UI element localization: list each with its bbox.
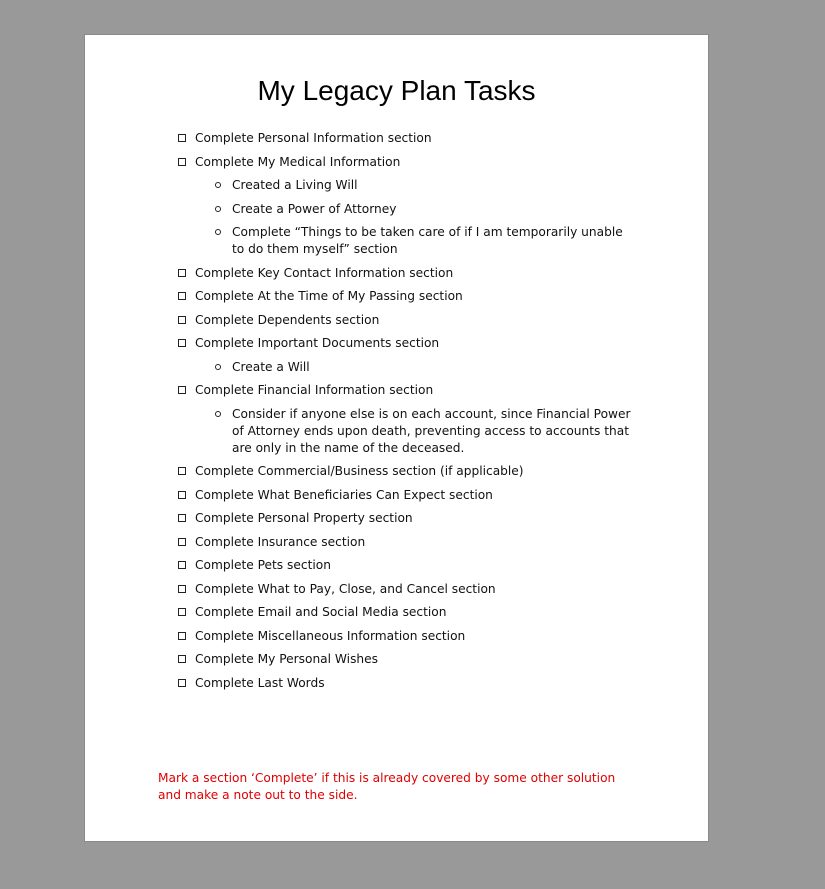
task-label: Complete Email and Social Media section: [195, 605, 447, 619]
task-item: [178, 382, 658, 399]
document-page: [85, 35, 708, 841]
subtask-label: Complete “Things to be taken care of if I am temporarily unable to do them myself” section: [232, 225, 623, 256]
checkbox-icon[interactable]: [178, 514, 186, 522]
subtask-label: Created a Living Will: [232, 178, 358, 192]
task-label: Complete Dependents section: [195, 312, 380, 327]
checkbox-icon[interactable]: [178, 632, 186, 640]
subtask-item: [178, 406, 632, 457]
task-item: [178, 604, 658, 621]
task-list: [178, 130, 658, 698]
checkbox-icon[interactable]: [178, 339, 186, 347]
hollow-bullet-icon: [215, 182, 221, 188]
task-label: Complete Pets section: [195, 558, 331, 572]
checkbox-icon[interactable]: [178, 538, 186, 546]
checkbox-icon[interactable]: [178, 608, 186, 616]
checkbox-icon[interactable]: [178, 491, 186, 499]
checkbox-icon[interactable]: [178, 561, 186, 569]
instruction-note: Mark a section ‘Complete’ if this is already covered by some other solution and make a note out to the side.: [158, 771, 616, 802]
task-label: Complete Key Contact Information section: [195, 265, 454, 280]
subtask-item: [178, 224, 632, 258]
task-item: [178, 288, 658, 305]
page-title: My Legacy Plan Tasks: [257, 75, 536, 106]
task-label: Complete Miscellaneous Information section: [195, 628, 466, 643]
task-label: Complete Personal Property section: [195, 511, 413, 525]
task-label: Complete My Medical Information: [195, 154, 401, 169]
subtask-label: Consider if anyone else is on each account, since Financial Power of Attorney ends upon death, preventing access to accounts that are only in the name of the deceased.: [232, 406, 631, 455]
subtask-label: Create a Will: [232, 359, 310, 374]
subtask-label: Create a Power of Attorney: [232, 201, 397, 216]
task-item: [178, 510, 658, 527]
task-item: [178, 130, 658, 147]
checkbox-icon[interactable]: [178, 386, 186, 394]
hollow-bullet-icon: [215, 364, 221, 370]
hollow-bullet-icon: [215, 206, 221, 212]
task-item: [178, 463, 658, 480]
task-item: [178, 154, 658, 171]
task-item: [178, 265, 658, 282]
checkbox-icon[interactable]: [178, 585, 186, 593]
subtask-item: [178, 201, 632, 218]
task-label: Complete My Personal Wishes: [195, 652, 378, 666]
task-label: Complete At the Time of My Passing section: [195, 289, 463, 303]
task-label: Complete Insurance section: [195, 534, 366, 549]
task-item: [178, 534, 658, 551]
subtask-item: [178, 177, 632, 194]
task-label: Complete Commercial/Business section (if applicable): [195, 464, 524, 478]
subtask-item: [178, 359, 632, 376]
task-label: Complete Personal Information section: [195, 131, 432, 145]
checkbox-icon[interactable]: [178, 134, 186, 142]
checkbox-icon[interactable]: [178, 316, 186, 324]
task-item: [178, 651, 658, 668]
task-item: [178, 675, 658, 692]
task-label: Complete What Beneficiaries Can Expect section: [195, 487, 493, 502]
checkbox-icon[interactable]: [178, 269, 186, 277]
task-item: [178, 557, 658, 574]
checkbox-icon[interactable]: [178, 655, 186, 663]
hollow-bullet-icon: [215, 411, 221, 417]
task-item: [178, 335, 658, 352]
task-item: [178, 581, 658, 598]
task-label: Complete Last Words: [195, 675, 325, 690]
checkbox-icon[interactable]: [178, 679, 186, 687]
checkbox-icon[interactable]: [178, 467, 186, 475]
task-item: [178, 628, 658, 645]
task-label: Complete What to Pay, Close, and Cancel section: [195, 581, 496, 596]
checkbox-icon[interactable]: [178, 292, 186, 300]
task-label: Complete Financial Information section: [195, 383, 434, 397]
task-item: [178, 487, 658, 504]
task-label: Complete Important Documents section: [195, 336, 440, 350]
hollow-bullet-icon: [215, 229, 221, 235]
task-item: [178, 312, 658, 329]
checkbox-icon[interactable]: [178, 158, 186, 166]
